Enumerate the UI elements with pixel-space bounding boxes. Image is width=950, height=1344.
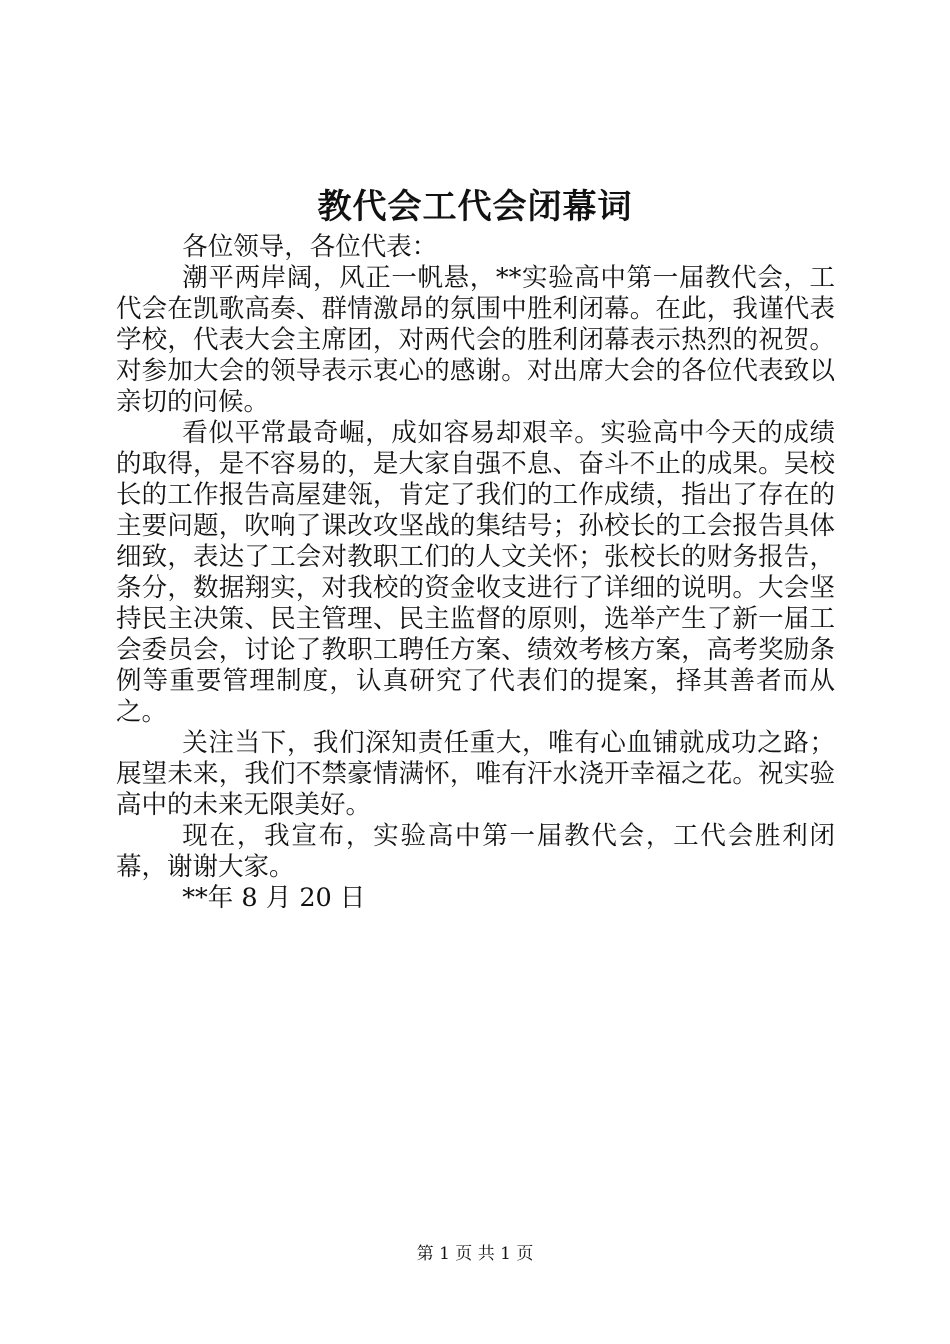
page-footer: 第 1 页 共 1 页 bbox=[416, 1244, 534, 1264]
document-body bbox=[116, 232, 835, 914]
document-date: **年 8 月 20 日 bbox=[182, 883, 366, 913]
salutation: 各位领导，各位代表： bbox=[182, 232, 438, 262]
paragraph-closing: 现在，我宣布，实验高中第一届教代会，工代会胜利闭幕，谢谢大家。 bbox=[116, 821, 835, 882]
paragraph-opening: 潮平两岸阔，风正一帆悬，**实验高中第一届教代会，工代会在凯歌高奏、群情激昂的氛围中胜利闭幕。在此，我谨代表学校，代表大会主席团，对两代会的胜利闭幕表示热烈的祝贺。对参加大会的领导表示衷心的感谢。对出席大会的各位代表致以亲切的问候。 bbox=[116, 263, 835, 417]
paragraph-achievements: 看似平常最奇崛，成如容易却艰辛。实验高中今天的成绩的取得，是不容易的，是大家自强不息、奋斗不止的成果。吴校长的工作报告高屋建瓴，肯定了我们的工作成绩，指出了存在的主要问题，吹响了课改攻坚战的集结号；孙校长的工会报告具体细致，表达了工会对教职工们的人文关怀；张校长的财务报告，条分，数据翔实，对我校的资金收支进行了详细的说明。大会坚持民主决策、民主管理、民主监督的原则，选举产生了新一届工会委员会，讨论了教职工聘任方案、绩效考核方案，高考奖励条例等重要管理制度，认真研究了代表们的提案，择其善者而从之。 bbox=[116, 418, 835, 727]
document-title: 教代会工代会闭幕词 bbox=[317, 187, 633, 227]
paragraph-outlook: 关注当下，我们深知责任重大，唯有心血铺就成功之路；展望未来，我们不禁豪情满怀，唯有汗水浇开幸福之花。祝实验高中的未来无限美好。 bbox=[116, 728, 835, 820]
